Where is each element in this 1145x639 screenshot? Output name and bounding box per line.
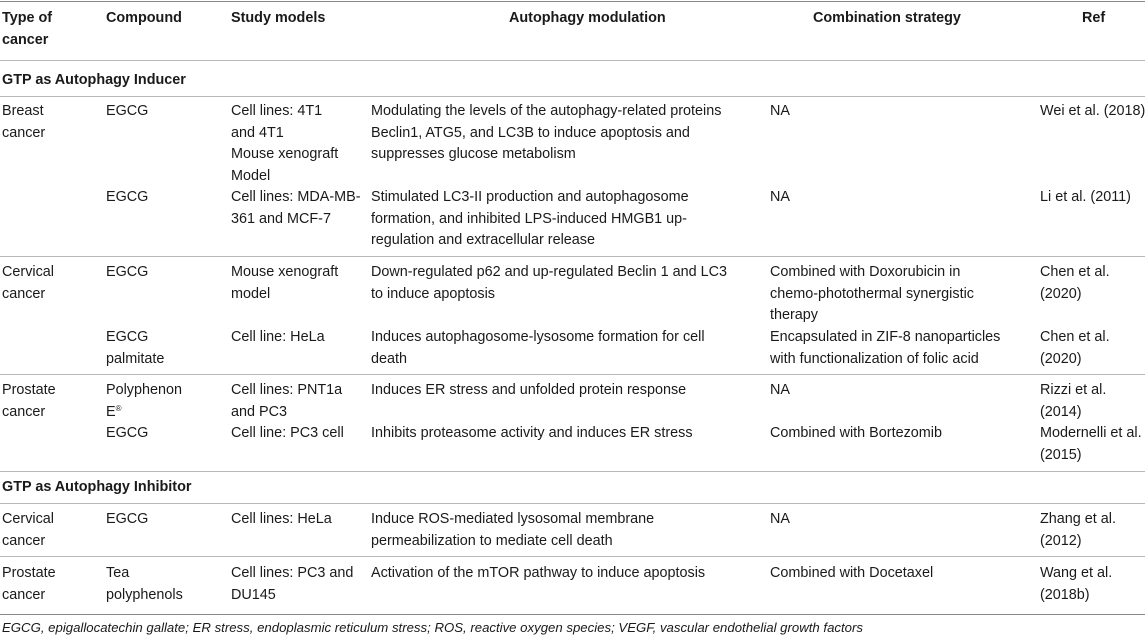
cell-ref: Chen et al. (2020) [1040,264,1110,302]
header-ref: Ref [1082,10,1106,26]
cell-type: Breast cancer [2,103,46,141]
section-title-inducer: GTP as Autophagy Inducer [2,72,186,88]
cell-type: Cervical cancer [2,264,54,302]
cell-compound: EGCG [106,103,149,119]
row-group-rule [0,374,1145,375]
cell-study-models: Cell lines: MDA-MB- 361 and MCF-7 [231,189,361,227]
cell-modulation: Modulating the levels of the autophagy-related proteins Beclin1, ATG5, and LC3B to induce apoptosis and suppresses glucose metabolism [371,103,722,162]
header-study-models: Study models [231,10,326,26]
cell-study-models: Cell lines: 4T1 and 4T1 Mouse xenograft Model [231,103,339,184]
header-bottom-rule [0,60,1145,61]
section-rule [0,96,1145,97]
cell-compound: EGCG [106,189,149,205]
cell-type: Prostate cancer [2,382,56,420]
cell-study-models: Cell lines: PC3 and DU145 [231,565,354,603]
cell-modulation: Down-regulated p62 and up-regulated Beclin 1 and LC3 to induce apoptosis [371,264,728,302]
cell-ref: Wang et al. (2018b) [1040,565,1113,603]
cell-modulation: Inhibits proteasome activity and induces ER stress [371,425,693,441]
cell-combination: NA [770,189,790,205]
cell-ref: Zhang et al. (2012) [1040,511,1117,549]
section-rule [0,471,1145,472]
table-top-rule [0,1,1145,2]
cell-type: Prostate cancer [2,565,56,603]
cell-compound: EGCG [106,425,149,441]
cell-compound: Tea polyphenols [106,565,183,603]
row-group-rule [0,256,1145,257]
cell-ref: Wei et al. (2018) [1040,103,1145,119]
section-title-inhibitor: GTP as Autophagy Inhibitor [2,479,192,495]
cell-combination: Combined with Bortezomib [770,425,942,441]
cell-modulation: Activation of the mTOR pathway to induce apoptosis [371,565,706,581]
cell-ref: Rizzi et al. (2014) [1040,382,1107,420]
cell-study-models: Cell lines: PNT1a and PC3 [231,382,343,420]
section-rule [0,503,1145,504]
cell-modulation: Induces autophagosome-lysosome formation for cell death [371,329,705,367]
header-combination-strategy: Combination strategy [813,10,961,26]
cell-ref: Li et al. (2011) [1040,189,1131,205]
cell-study-models: Cell line: PC3 cell [231,425,344,441]
cell-compound: Polyphenon E® [106,382,183,420]
cell-study-models: Cell lines: HeLa [231,511,332,527]
cell-type: Cervical cancer [2,511,54,549]
cell-compound: EGCG palmitate [106,329,165,367]
header-type: Type of cancer [2,10,53,48]
header-autophagy-modulation: Autophagy modulation [509,10,666,26]
cell-combination: Encapsulated in ZIF-8 nanoparticles with functionalization of folic acid [770,329,1001,367]
cell-combination: NA [770,103,790,119]
cell-modulation: Induces ER stress and unfolded protein response [371,382,687,398]
cell-combination: NA [770,511,790,527]
cell-combination: Combined with Docetaxel [770,565,934,581]
registered-mark: ® [115,403,122,413]
cell-study-models: Mouse xenograft model [231,264,339,302]
row-group-rule [0,556,1145,557]
cell-compound: EGCG [106,511,149,527]
header-compound: Compound [106,10,182,26]
cell-ref: Chen et al. (2020) [1040,329,1110,367]
table-footnote: EGCG, epigallocatechin gallate; ER stress, endoplasmic reticulum stress; ROS, reactive oxygen species; VEGF, vascular endothelial growth factors [2,620,863,635]
cell-combination: Combined with Doxorubicin in chemo-photothermal synergistic therapy [770,264,974,323]
cell-combination: NA [770,382,790,398]
cell-compound: EGCG [106,264,149,280]
cell-study-models: Cell line: HeLa [231,329,325,345]
table-bottom-rule [0,614,1145,615]
cell-ref: Modernelli et al. (2015) [1040,425,1142,463]
cell-modulation: Stimulated LC3-II production and autophagosome formation, and inhibited LPS-induced HMGB1 up- regulation and extracellular release [371,189,689,248]
cell-modulation: Induce ROS-mediated lysosomal membrane permeabilization to mediate cell death [371,511,655,549]
